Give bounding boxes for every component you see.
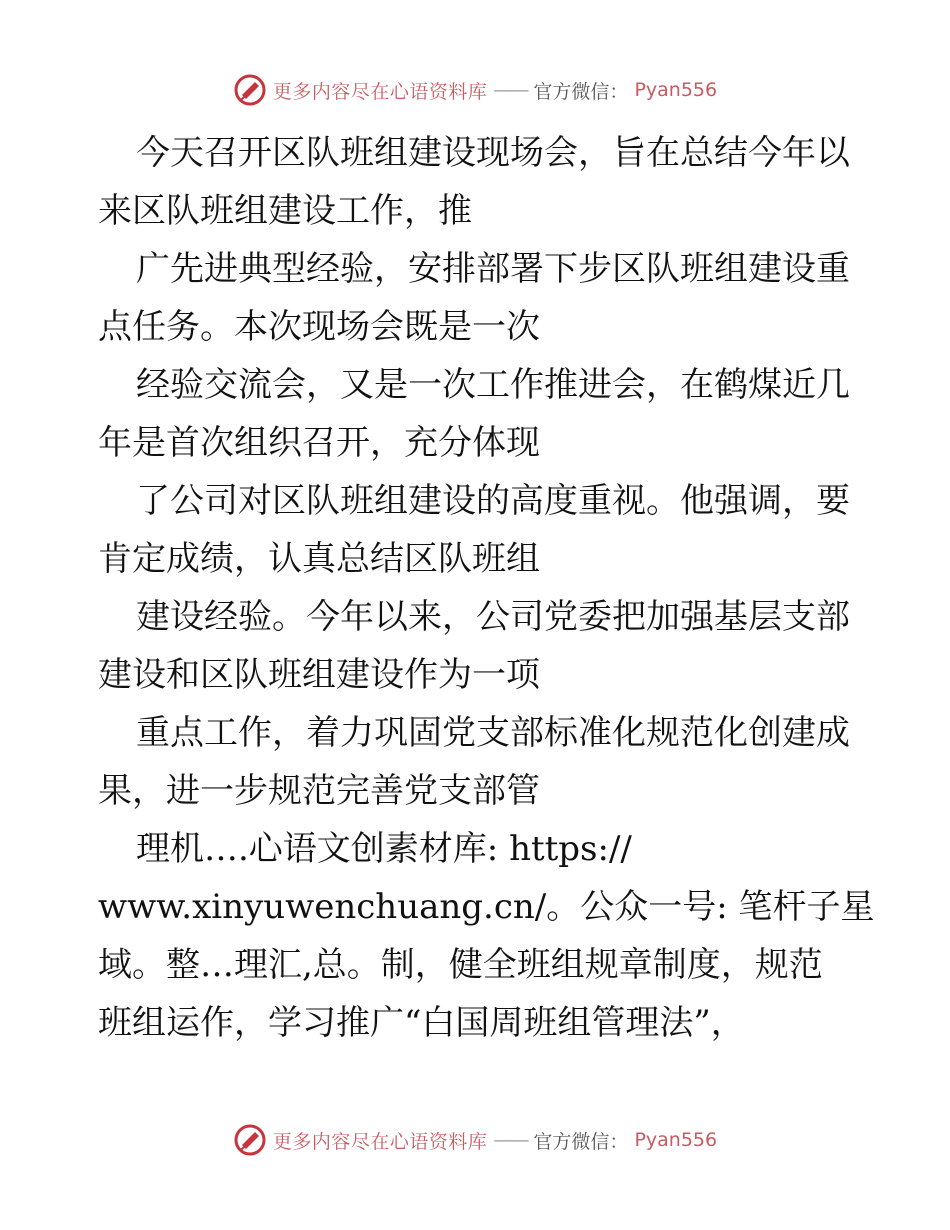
- text-line: 理机….心语文创素材库: https://: [136, 829, 632, 869]
- footer-watermark: [0, 1120, 950, 1160]
- text-line: www.xinyuwenchuang.cn/。公众一号: 笔杆子星: [98, 887, 875, 927]
- brand-logo-icon: [233, 1123, 267, 1157]
- watermark-text: 更多内容尽在心语资料库: [272, 1130, 488, 1153]
- text-line: 域。整…理汇,总。制，健全班组规章制度，规范: [98, 945, 823, 985]
- watermark-text: 更多内容尽在心语资料库: [272, 80, 488, 103]
- watermark-wechat-id: Pyan556: [634, 79, 718, 101]
- watermark-wechat-id: Pyan556: [634, 1129, 718, 1151]
- watermark-wechat-label: 官方微信：: [533, 80, 629, 103]
- text-line: 建设经验。今年以来，公司党委把加强基层支部: [136, 597, 850, 637]
- text-line: 点任务。本次现场会既是一次: [98, 307, 540, 347]
- text-line: 班组运作，学习推广“白国周班组管理法”，: [98, 1003, 745, 1043]
- watermark-dash: ——: [493, 79, 528, 101]
- watermark-dash: ——: [493, 1129, 528, 1151]
- text-line: 来区队班组建设工作，推: [98, 191, 472, 231]
- text-line: 肯定成绩，认真总结区队班组: [98, 539, 540, 579]
- text-line: 今天召开区队班组建设现场会，旨在总结今年以: [136, 133, 850, 173]
- text-line: 建设和区队班组建设作为一项: [98, 655, 540, 695]
- text-line: 广先进典型经验，安排部署下步区队班组建设重: [136, 249, 850, 289]
- text-line: 年是首次组织召开，充分体现: [98, 423, 540, 463]
- text-line: 经验交流会，又是一次工作推进会，在鹤煤近几: [136, 365, 850, 405]
- header-watermark: [0, 70, 950, 110]
- text-line: 果，进一步规范完善党支部管: [98, 771, 540, 811]
- text-line: 了公司对区队班组建设的高度重视。他强调，要: [136, 481, 850, 521]
- brand-logo-icon: [233, 73, 267, 107]
- text-line: 重点工作，着力巩固党支部标准化规范化创建成: [136, 713, 850, 753]
- watermark-wechat-label: 官方微信：: [533, 1130, 629, 1153]
- document-body: [98, 124, 875, 1052]
